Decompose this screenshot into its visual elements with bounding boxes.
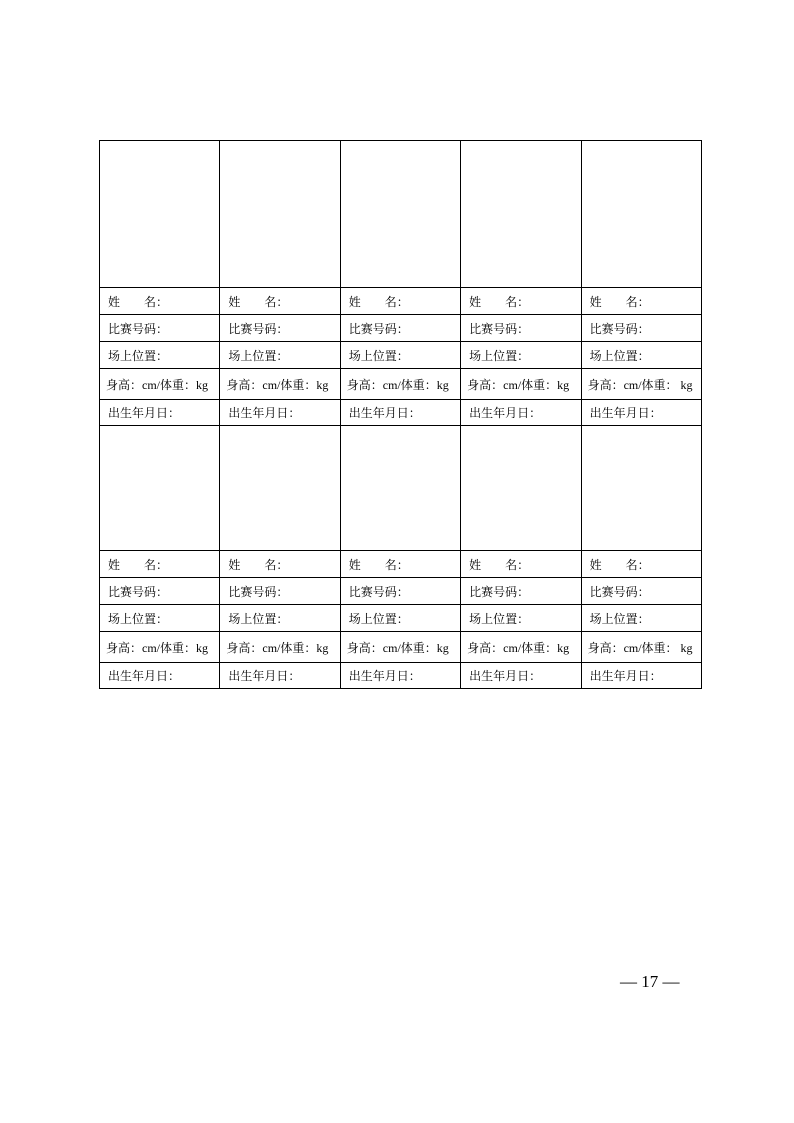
player-info-table — [99, 140, 702, 689]
photo-box — [581, 426, 701, 551]
birthdate-field[interactable]: 出生年月日： — [100, 400, 220, 426]
position-field[interactable]: 场上位置： — [461, 605, 581, 632]
birthdate-row — [100, 663, 702, 689]
name-field[interactable]: 姓 名： — [220, 288, 340, 315]
name-field[interactable]: 姓 名： — [340, 551, 460, 578]
photo-row — [100, 426, 702, 551]
photo-box — [461, 426, 581, 551]
birthdate-field[interactable]: 出生年月日： — [220, 663, 340, 689]
name-field[interactable]: 姓 名： — [220, 551, 340, 578]
name-field[interactable]: 姓 名： — [100, 551, 220, 578]
birthdate-field[interactable]: 出生年月日： — [461, 663, 581, 689]
birthdate-row — [100, 400, 702, 426]
position-field[interactable]: 场上位置： — [581, 605, 701, 632]
page-number: — 17 — — [620, 972, 680, 991]
position-field[interactable]: 场上位置： — [100, 342, 220, 369]
birthdate-field[interactable]: 出生年月日： — [340, 400, 460, 426]
number-row — [100, 578, 702, 605]
name-row — [100, 551, 702, 578]
photo-box — [340, 426, 460, 551]
number-field[interactable]: 比赛号码： — [220, 315, 340, 342]
position-field[interactable]: 场上位置： — [220, 342, 340, 369]
height-weight-field[interactable]: 身高：cm/体重：kg — [100, 632, 220, 663]
height-weight-field[interactable]: 身高：cm/体重： kg — [581, 369, 701, 400]
photo-box — [461, 141, 581, 288]
name-row — [100, 288, 702, 315]
name-field[interactable]: 姓 名： — [461, 551, 581, 578]
photo-box — [220, 141, 340, 288]
position-row — [100, 605, 702, 632]
player-registration-sheet — [99, 140, 702, 689]
name-field[interactable]: 姓 名： — [581, 551, 701, 578]
position-field[interactable]: 场上位置： — [100, 605, 220, 632]
position-field[interactable]: 场上位置： — [461, 342, 581, 369]
birthdate-field[interactable]: 出生年月日： — [461, 400, 581, 426]
position-row — [100, 342, 702, 369]
height-weight-field[interactable]: 身高：cm/体重：kg — [461, 632, 581, 663]
name-field[interactable]: 姓 名： — [340, 288, 460, 315]
number-field[interactable]: 比赛号码： — [100, 315, 220, 342]
position-field[interactable]: 场上位置： — [340, 342, 460, 369]
height-weight-field[interactable]: 身高：cm/体重：kg — [340, 369, 460, 400]
birthdate-field[interactable]: 出生年月日： — [340, 663, 460, 689]
name-field[interactable]: 姓 名： — [581, 288, 701, 315]
number-field[interactable]: 比赛号码： — [581, 315, 701, 342]
height-weight-field[interactable]: 身高：cm/体重：kg — [100, 369, 220, 400]
name-field[interactable]: 姓 名： — [461, 288, 581, 315]
photo-row — [100, 141, 702, 288]
number-field[interactable]: 比赛号码： — [461, 315, 581, 342]
photo-box — [100, 426, 220, 551]
name-field[interactable]: 姓 名： — [100, 288, 220, 315]
number-field[interactable]: 比赛号码： — [340, 578, 460, 605]
position-field[interactable]: 场上位置： — [581, 342, 701, 369]
photo-box — [581, 141, 701, 288]
number-field[interactable]: 比赛号码： — [220, 578, 340, 605]
birthdate-field[interactable]: 出生年月日： — [581, 663, 701, 689]
position-field[interactable]: 场上位置： — [340, 605, 460, 632]
position-field[interactable]: 场上位置： — [220, 605, 340, 632]
height-weight-row — [100, 369, 702, 400]
height-weight-field[interactable]: 身高：cm/体重： kg — [581, 632, 701, 663]
number-field[interactable]: 比赛号码： — [461, 578, 581, 605]
number-field[interactable]: 比赛号码： — [340, 315, 460, 342]
number-field[interactable]: 比赛号码： — [100, 578, 220, 605]
birthdate-field[interactable]: 出生年月日： — [581, 400, 701, 426]
photo-box — [340, 141, 460, 288]
birthdate-field[interactable]: 出生年月日： — [100, 663, 220, 689]
number-field[interactable]: 比赛号码： — [581, 578, 701, 605]
height-weight-row — [100, 632, 702, 663]
photo-box — [220, 426, 340, 551]
birthdate-field[interactable]: 出生年月日： — [220, 400, 340, 426]
height-weight-field[interactable]: 身高：cm/体重：kg — [340, 632, 460, 663]
height-weight-field[interactable]: 身高：cm/体重：kg — [220, 632, 340, 663]
height-weight-field[interactable]: 身高：cm/体重：kg — [220, 369, 340, 400]
height-weight-field[interactable]: 身高：cm/体重：kg — [461, 369, 581, 400]
number-row — [100, 315, 702, 342]
photo-box — [100, 141, 220, 288]
